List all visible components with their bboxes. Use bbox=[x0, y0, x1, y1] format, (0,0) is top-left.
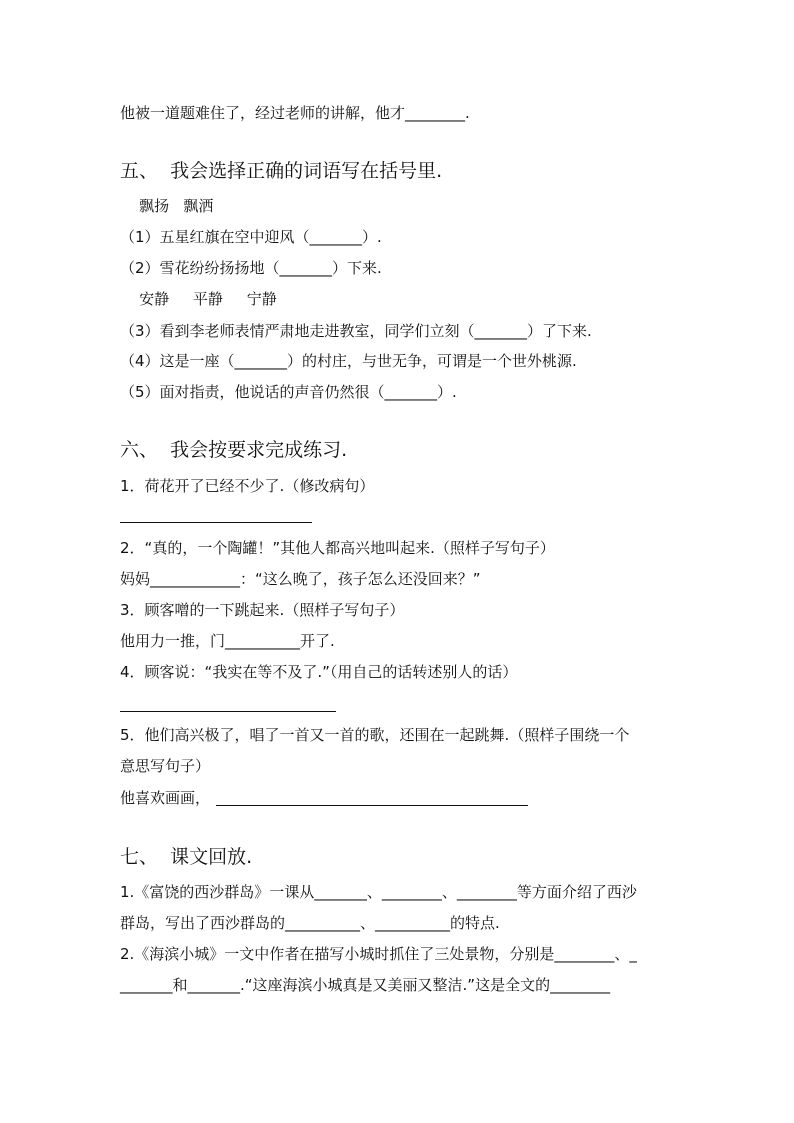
section-heading-7: 七、 课文回放. bbox=[120, 846, 253, 868]
question-item: （2）雪花纷纷扬扬地（_______）下来. bbox=[120, 259, 382, 277]
question-item: （1）五星红旗在空中迎风（_______）. bbox=[120, 228, 382, 246]
answer-line[interactable] bbox=[120, 711, 336, 712]
exercise-item: 2．“真的，一个陶罐！”其他人都高兴地叫起来.（照样子写句子） bbox=[120, 539, 555, 557]
exercise-item: 5．他们高兴极了，唱了一首又一首的歌，还围在一起跳舞.（照样子围绕一个 bbox=[120, 726, 630, 744]
question-item: （4）这是一座（_______）的村庄，与世无争，可谓是一个世外桃源. bbox=[120, 352, 577, 370]
question-line: 他被一道题难住了，经过老师的讲解，他才________. bbox=[120, 104, 470, 122]
exercise-item: 意思写句子） bbox=[120, 757, 211, 775]
answer-line[interactable] bbox=[120, 522, 312, 523]
review-item: 群岛，写出了西沙群岛的__________、__________的特点. bbox=[120, 914, 500, 932]
exercise-item: 4．顾客说：“我实在等不及了.”（用自己的话转述别人的话） bbox=[120, 663, 518, 681]
question-item: （3）看到李老师表情严肃地走进教室，同学们立刻（_______）了下来. bbox=[120, 322, 592, 340]
review-item: 1.《富饶的西沙群岛》一课从_______、________、________等方面介绍了西沙 bbox=[120, 883, 637, 901]
word-choices: 飘扬 飘洒 bbox=[120, 197, 214, 215]
section-heading-5: 五、 我会选择正确的词语写在括号里. bbox=[120, 160, 443, 182]
question-item: （5）面对指责，他说话的声音仍然很（_______）. bbox=[120, 383, 457, 401]
exercise-item: 1．荷花开了已经不少了.（修改病句） bbox=[120, 477, 375, 495]
exercise-item: 他喜欢画画， bbox=[120, 789, 211, 807]
word-choices: 安静 平静 宁静 bbox=[120, 290, 277, 308]
review-item: 2.《海滨小城》一文中作者在描写小城时抓住了三处景物，分别是________、_ bbox=[120, 945, 637, 963]
section-heading-6: 六、 我会按要求完成练习. bbox=[120, 439, 348, 461]
exercise-item: 3．顾客噌的一下跳起来.（照样子写句子） bbox=[120, 601, 405, 619]
exercise-item: 妈妈____________：“这么晚了，孩子怎么还没回来？” bbox=[120, 570, 481, 588]
review-item: _______和_______.“这座海滨小城真是又美丽又整洁.”这是全文的________ bbox=[120, 976, 611, 994]
answer-line[interactable] bbox=[216, 805, 528, 806]
exercise-item: 他用力一推，门__________开了. bbox=[120, 632, 335, 650]
